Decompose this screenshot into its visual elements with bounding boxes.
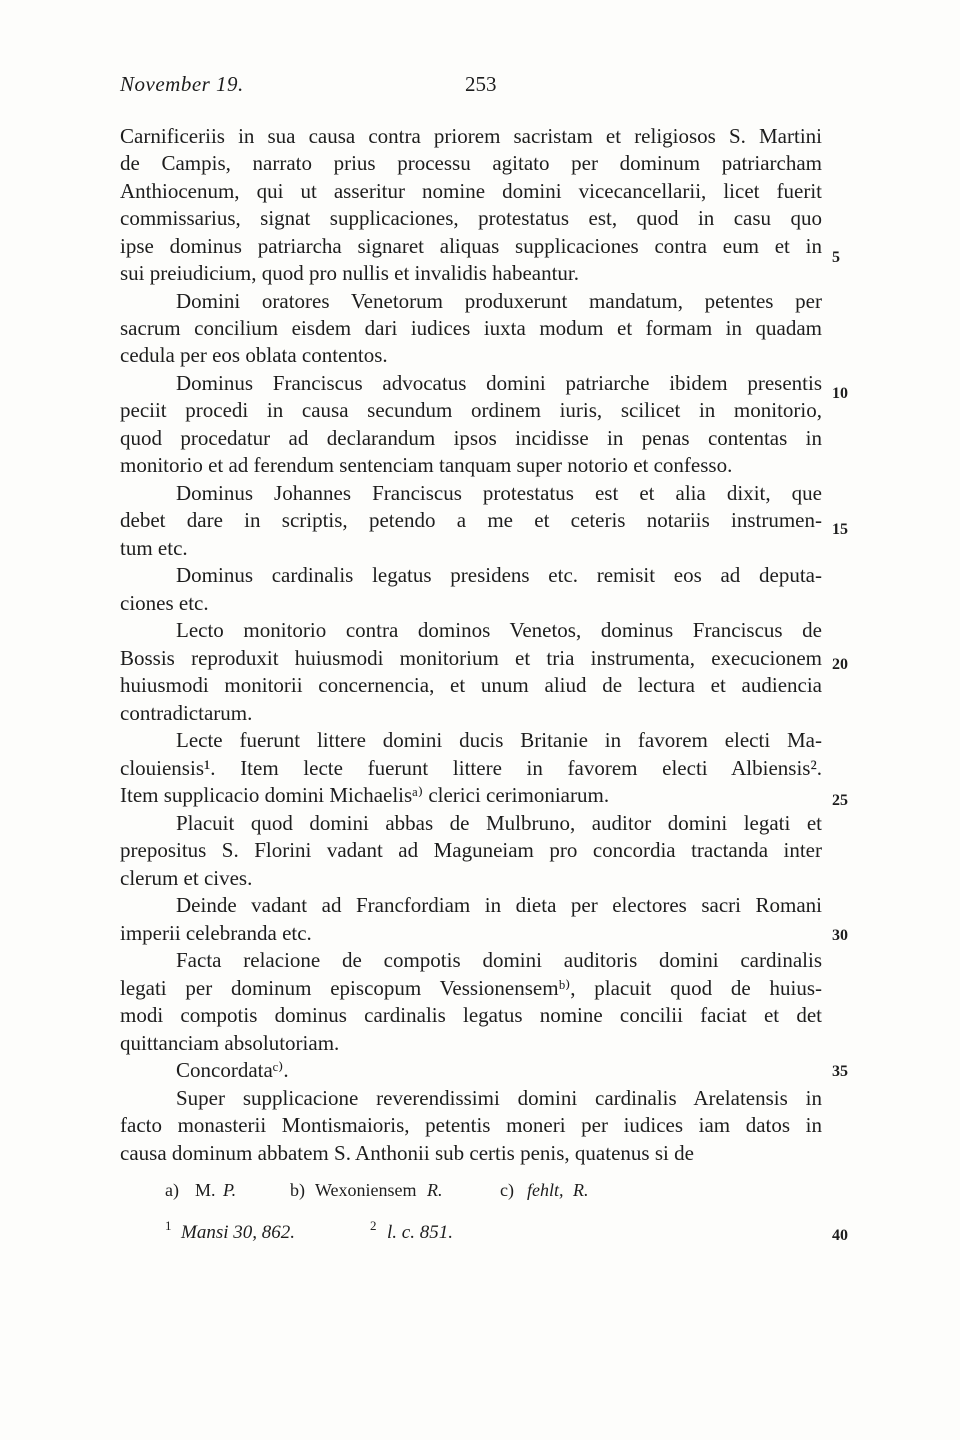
footnote-a-source: P. <box>223 1180 237 1200</box>
text-line: facto monasterii Montismaioris, petentis moneri per iudices iam datos in <box>120 1113 822 1137</box>
text-line: monitorio et ad ferendum sentenciam tanquam super notorio et confesso. <box>120 453 733 477</box>
text-line: Anthiocenum, qui ut asseritur nomine domini vicecancellarii, licet fuerit <box>120 179 822 203</box>
text-line: clouiensis¹. Item lecte fuerunt littere in favorem electi Albiensis². <box>120 756 822 780</box>
text-line: ciones etc. <box>120 591 209 615</box>
text-line: quittanciam absolutoriam. <box>120 1031 340 1055</box>
footnote-c-text: fehlt, <box>527 1180 564 1200</box>
page-header <box>120 72 820 108</box>
text-line: Lecte fuerunt littere domini ducis Britanie in favorem electi Ma- <box>176 728 822 752</box>
text-line: Domini oratores Venetorum produxerunt mandatum, petentes per <box>176 289 822 313</box>
text-line: debet dare in scriptis, petendo a me et ceteris notariis instrumen- <box>120 508 822 532</box>
text-line: imperii celebranda etc. <box>120 921 312 945</box>
text-line: quod procedatur ad declarandum ipsos incidisse in penas contentas in <box>120 426 822 450</box>
footnote-a-mark: a) <box>165 1180 179 1200</box>
footnote-b-mark: b) <box>290 1180 305 1200</box>
footnote-b-text: Wexoniensem <box>315 1180 417 1200</box>
text-line: Placuit quod domini abbas de Mulbruno, auditor domini legati et <box>176 811 822 835</box>
line-number-marker: 20 <box>832 656 848 673</box>
line-number-marker: 30 <box>832 927 848 944</box>
line-number-marker: 25 <box>832 792 848 809</box>
footnote-2-text: l. c. 851. <box>387 1222 453 1243</box>
text-line: Facta relacione de compotis domini auditoris domini cardinalis <box>176 948 822 972</box>
text-line: Dominus cardinalis legatus presidens etc. remisit eos ad deputa- <box>176 563 822 587</box>
text-line: Carnificeriis in sua causa contra priorem sacristam et religiosos S. Martini <box>120 124 822 148</box>
text-line: modi compotis dominus cardinalis legatus nomine concilii faciat et det <box>120 1003 822 1027</box>
text-line: Bossis reproduxit huiusmodi monitorium et tria instrumenta, execucionem <box>120 646 822 670</box>
text-line: Lecto monitorio contra dominos Venetos, dominus Franciscus de <box>176 618 822 642</box>
line-number-marker: 35 <box>832 1063 848 1080</box>
text-line: Item supplicacio domini Michaelisᵃ⁾ clerici cerimoniarum. <box>120 783 610 807</box>
text-line: legati per dominum episcopum Vessionensemᵇ⁾, placuit quod de huius- <box>120 976 822 1000</box>
footnote-1-mark: 1 <box>165 1218 172 1233</box>
text-line: contradictarum. <box>120 701 253 725</box>
footnote-b-source: R. <box>427 1180 443 1200</box>
footnote-c-mark: c) <box>500 1180 514 1200</box>
footnote-2-mark: 2 <box>370 1218 377 1233</box>
apparatus-footnotes <box>165 1180 825 1210</box>
text-line: Dominus Johannes Franciscus protestatus est et alia dixit, que <box>176 481 822 505</box>
text-line: sui preiudicium, quod pro nullis et invalidis habeantur. <box>120 261 580 285</box>
text-line: sacrum concilium eisdem dari iudices iuxta modum et formam in quadam <box>120 316 822 340</box>
text-line: clerum et cives. <box>120 866 253 890</box>
text-line: Dominus Franciscus advocatus domini patriarche ibidem presentis <box>176 371 822 395</box>
numbered-footnotes <box>165 1218 825 1252</box>
text-line: prepositus S. Florini vadant ad Maguneiam pro concordia tractanda inter <box>120 838 822 862</box>
text-line: Concordataᶜ⁾. <box>176 1058 289 1082</box>
text-line: tum etc. <box>120 536 188 560</box>
text-line: Super supplicacione reverendissimi domini cardinalis Arelatensis in <box>176 1086 822 1110</box>
text-line: huiusmodi monitorii concernencia, et unum aliud de lectura et audiencia <box>120 673 822 697</box>
text-line: Deinde vadant ad Francfordiam in dieta per electores sacri Romani <box>176 893 822 917</box>
footnote-c-source: R. <box>573 1180 589 1200</box>
line-number-marker: 15 <box>832 521 848 538</box>
text-line: de Campis, narrato prius processu agitato per dominum patriarcham <box>120 151 822 175</box>
text-line: commissarius, signat supplicaciones, protestatus est, quod in casu quo <box>120 206 822 230</box>
text-line: peciit procedi in causa secundum ordinem iuris, scilicet in monitorio, <box>120 398 822 422</box>
running-head: November 19. <box>120 72 244 96</box>
line-number-marker: 5 <box>832 249 840 266</box>
text-line: causa dominum abbatem S. Anthonii sub certis penis, quatenus si de <box>120 1141 694 1165</box>
footnote-a-text: M. <box>195 1180 216 1200</box>
text-line: ipse dominus patriarcha signaret aliquas supplicaciones contra eum et in <box>120 234 822 258</box>
line-number-marker: 40 <box>832 1227 848 1244</box>
text-line: cedula per eos oblata contentos. <box>120 343 388 367</box>
footnote-1-text: Mansi 30, 862. <box>181 1222 295 1243</box>
line-number-marker: 10 <box>832 385 848 402</box>
page-number: 253 <box>465 72 497 96</box>
